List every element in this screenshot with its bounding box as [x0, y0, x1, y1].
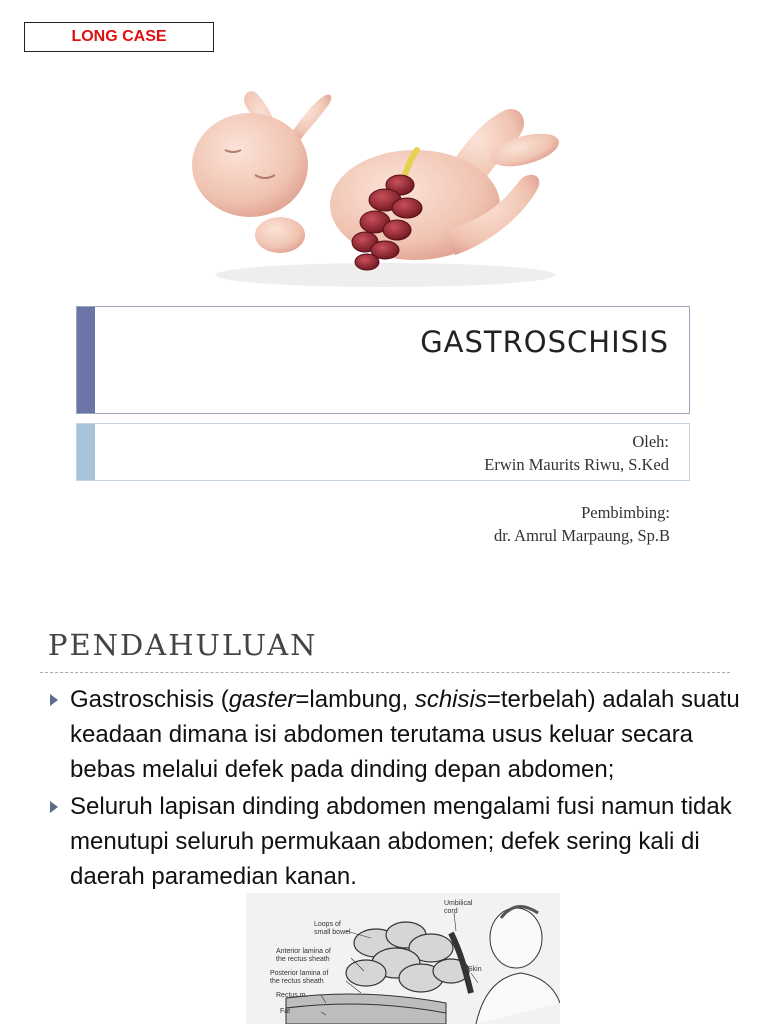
label-anterior: Anterior lamina of the rectus sheath: [276, 948, 331, 963]
label-skin: Skin: [468, 966, 482, 973]
bullet-item-2: [50, 789, 740, 894]
long-case-badge: LONG CASE: [24, 22, 214, 52]
gastroschisis-anatomy-illustration: [246, 893, 560, 1024]
title-box: [76, 306, 690, 414]
author-box: [76, 423, 690, 481]
bullet-1-text-c: =terbelah) adalah suatu keadaan dimana isi abdomen terutama usus keluar secara bebas melalui defek pada dinding depan abdomen;: [70, 686, 740, 783]
section-divider: [40, 672, 730, 673]
bullet-arrow-icon: [50, 801, 58, 813]
label-umbilical: Umbilical cord: [444, 900, 473, 915]
advisor-name: dr. Amrul Marpaung, Sp.B: [494, 526, 670, 545]
bullet-item-1: [50, 682, 740, 787]
bullet-1-term-gaster: gaster: [228, 686, 296, 713]
author-prefix: Oleh:: [632, 432, 669, 451]
bullet-arrow-icon: [50, 694, 58, 706]
bullet-1-text-b: =lambung,: [295, 686, 415, 713]
title-accent-bar: [77, 307, 95, 413]
advisor-prefix: Pembimbing:: [581, 503, 670, 522]
bullet-list: [50, 682, 740, 896]
bullet-1-text-a: Gastroschisis (: [70, 686, 229, 713]
bullet-2-text: Seluruh lapisan dinding abdomen mengalami fusi namun tidak menutupi seluruh permukaan abdomen; defek sering kali di daerah paramedian kanan.: [70, 793, 732, 890]
author-accent-bar: [77, 424, 95, 480]
label-loops: Loops of small bowel: [314, 921, 351, 936]
label-rectus: Rectus m.: [276, 992, 308, 999]
label-posterior: Posterior lamina of the rectus sheath: [270, 970, 329, 985]
label-fat: Fat: [280, 1008, 291, 1015]
baby-gastroschisis-image: [185, 80, 565, 290]
author-name: Erwin Maurits Riwu, S.Ked: [484, 455, 669, 474]
section-title: PENDAHULUAN: [48, 628, 318, 662]
bullet-1-term-schisis: schisis: [414, 686, 487, 713]
slide-title: GASTROSCHISIS: [420, 325, 669, 359]
